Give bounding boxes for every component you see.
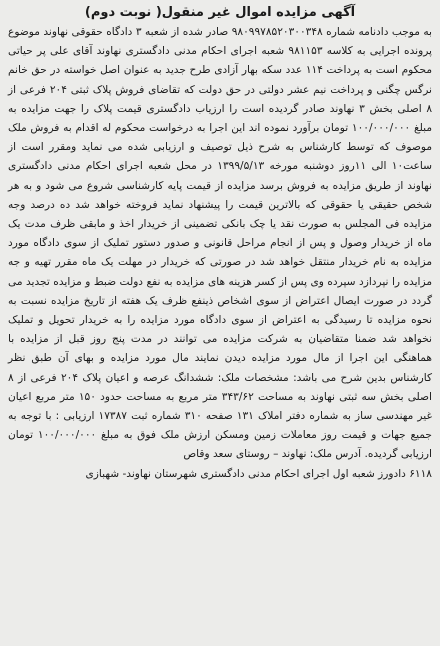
notice-title: آگهی مزایده اموال غیر منقول( نوبت دوم) [84, 5, 356, 20]
notice-body: به موجب دادنامه شماره ۹۸۰۹۹۷۸۵۲۰۳۰۰۳۴۸ صادر شده از شعبه ۳ دادگاه حقوقی نهاوند موضوع پرونده اجرایی به کلاسه ۹۸۱۱۵۳ شعبه اجرای احکام مدنی دادگستری نهاوند آقای علی پر حیاتی محکوم است به پرداخت ۱۱۴ عدد سکه بهار آزادی طرح جدید به عنوان اصل خواسته در حق خانم نرگس چگنی و پرداخت نیم عشر دولتی در حق دولت که تقاضای فروش پلاک ثبتی ۲۰۴ فرعی از ۸ اصلی بخش ۳ نهاوند صادر گردیده است را ارزیاب دادگستری قیمت پلاک را جهت مزایده به مبلغ ۱۰۰/۰۰۰/۰۰۰ تومان برآورد نموده اند این اجرا به درخواست محکوم له اقدام به فروش ملک موصوف که توسط کارشناس به شرح ذیل توصیف و ارزیابی شده می نماید ومقرر است از ساعت۱۰ الی ۱۱روز دوشنبه مورخه ۱۳۹۹/۵/۱۳ در محل شعبه اجرای احکام مدنی دادگستری نهاوند از طریق مزایده به فروش برسد مزایده از قیمت پایه کارشناسی شروع می شود و به هر شخص حقیقی یا حقوقی که بالاترین قیمت را پیشنهاد نماید فروخته خواهد شد ده درصد وجه مزایده فی المجلس به صورت نقد یا چک بانکی تضمینی از خریدار اخذ و مابقی ظرف مدت یک ماه از خریدار وصول و پس از انجام مراحل قانونی و صدور دستور تملیک از سوی دادگاه مورد مزایده به نام خریدار منتقل خواهد شد در صورتی که خریدار در مهلت یک ماه مقرر تهیه و جه مزایده را نپردازد سپرده وی پس از کسر هزینه های مزایده به نفع دولت ضبط و مزایده تجدید می گردد در صورت ایصال اعتراض از سوی اشخاص ذینفع ظرف یک هفته از تاریخ مزایده نسبت به نحوه مزایده تا رسیدگی به اعتراض از سوی دادگاه مورد مزایده را به خریدار تحویل و تملیک نخواهد شد ضمنا متقاضیان به شرکت مزایده می توانند در مدت پنج روز قبل از مزایده با هماهنگی این اجرا از مال مورد مزایده دیدن نمایند مال مورد مزایده و بهای آن طبق نظر کارشناس بدین شرح می باشد: مشخصات ملک: ششدانگ عرصه و اعیان پلاک ۲۰۴ فرعی از ۸ اصلی بخش سه ثبتی نهاوند به مساحت ۳۴۳/۶۲ متر مربع به مساحت حدود ۱۵۰ متر مربع اعیان غیر مهندسی ساز به شماره دفتر املاک ۱۳۱ صفحه ۳۱۰ شماره ثبت ۱۷۳۸۷ ارزیابی : با توجه به جمیع جهات و قیمت روز معاملات زمین ومسکن ارزش ملک فوق به مبلغ ۱۰۰/۰۰۰/۰۰۰ تومان ارزیابی گردیده. آدرس ملک: نهاوند – روستای سعد وقاص [8, 26, 433, 461]
notice-signature: ۶۱۱۸ دادورز شعبه اول اجرای احکام مدنی دادگستری شهرستان نهاوند- شهبازی [85, 467, 432, 480]
